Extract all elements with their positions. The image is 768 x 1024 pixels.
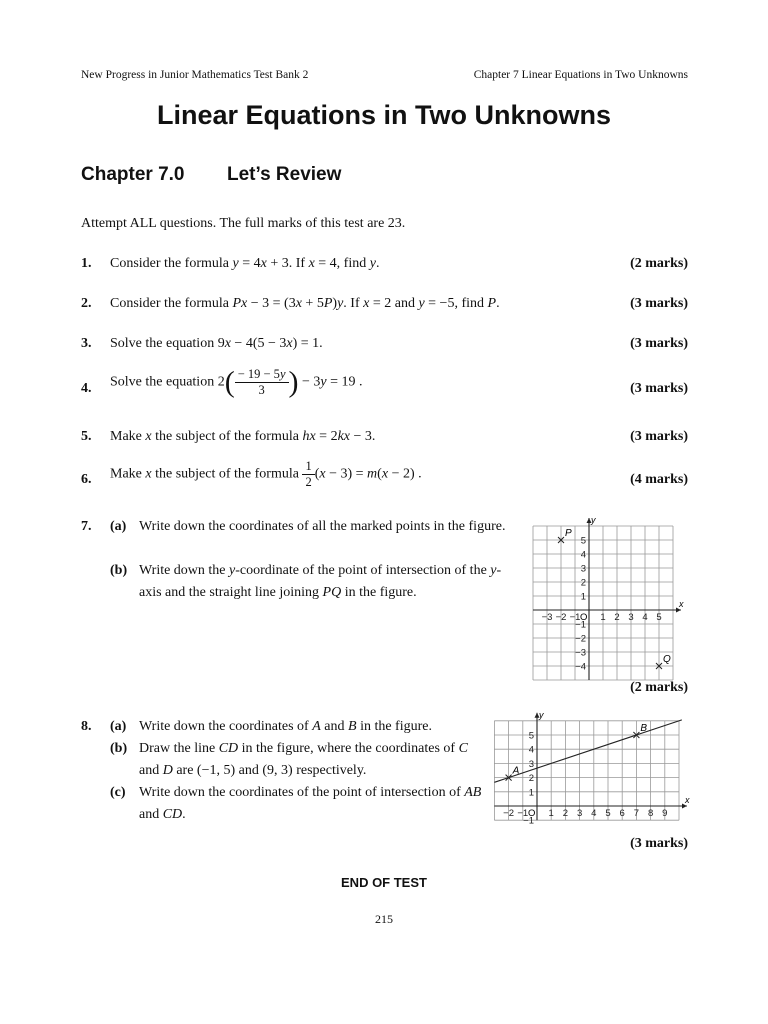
question-number: 2. [81,296,92,311]
grid [494,721,679,820]
marks-label: (3 marks) [630,381,688,396]
y-tick-label: 5 [580,535,586,547]
origin-label: O [528,808,536,819]
y-tick-label: 4 [580,549,586,561]
x-tick-label: −1 [569,612,581,623]
x-tick-label: 5 [656,612,662,623]
part-label: (a) [110,719,127,734]
running-header-left: New Progress in Junior Mathematics Test Bank 2 [81,69,309,81]
x-axis-label: x [679,599,684,609]
x-tick-label: −3 [541,612,553,623]
point-label: P [565,528,572,539]
x-tick-label: −2 [503,808,515,819]
question-number: 1. [81,256,92,271]
marks-label: (4 marks) [630,472,688,487]
x-tick-label: 9 [662,808,668,819]
page-title: Linear Equations in Two Unknowns [156,100,612,130]
running-header-right: Chapter 7 Linear Equations in Two Unknowns [473,69,688,81]
x-tick-label: 6 [619,808,625,819]
y-tick-label: 4 [528,744,534,756]
y-tick-label: 1 [580,591,586,603]
axes [494,713,687,820]
graph-question-8 [490,709,690,838]
y-tick-label: −1 [575,619,586,631]
marks-label: (3 marks) [630,836,688,851]
part-label: (b) [110,563,128,578]
x-tick-label: 7 [633,808,640,819]
question-text: Solve the equation 2( $\frac{- 19 - 5y}{3}$ ) − 3y = 19 . [110,365,363,399]
x-tick-label: 2 [614,612,620,623]
grid [533,526,673,680]
question-number: 5. [81,429,92,444]
y-tick-label: −1 [523,815,534,827]
point-label: Q [663,654,671,665]
x-tick-label: 1 [600,612,606,623]
end-of-test: END OF TEST [341,875,427,890]
x-tick-label: −1 [517,808,529,819]
y-tick-label: −3 [575,647,586,659]
y-tick-label: 2 [528,773,534,785]
x-tick-label: 3 [576,808,583,819]
marks-label: (3 marks) [630,429,688,444]
question-number: 7. [81,519,92,534]
part-label: (b) [110,741,128,756]
question-text: Solve the equation 9x − 4(5 − 3x) = 1. [110,336,323,351]
x-tick-label: 3 [628,612,634,623]
x-axis-label: x [685,795,690,805]
question-text: Make x the subject of the formula $\frac{1}{2}$ (x − 3) = m(x − 2) . [110,459,422,489]
y-axis-label: y [591,515,596,525]
part-label: (c) [110,785,126,800]
question-number: 4. [81,381,92,396]
x-tick-label: 5 [605,808,611,819]
y-tick-label: 1 [528,787,534,799]
part-text: Write down the y-coordinate of the point of intersection of the y-axis and the straight line joining PQ in the figure. [139,563,502,600]
x-tick-label: 4 [642,612,648,623]
marks-label: (3 marks) [630,296,688,311]
y-tick-label: 3 [580,563,586,575]
marks-label: (2 marks) [630,680,688,695]
question-number: 6. [81,472,92,487]
part-text: Write down the coordinates of the point of intersection of AB and CD. [139,785,482,822]
question-number: 8. [81,719,92,734]
marks-label: (3 marks) [630,336,688,351]
y-tick-label: −2 [575,633,586,645]
y-axis-label: y [539,709,544,720]
origin-label: O [580,612,588,623]
y-tick-label: 2 [580,577,586,589]
tick-labels [503,710,690,827]
part-text: Write down the coordinates of A and B in the figure. [139,719,432,734]
chapter-number: Chapter 7.0 [81,164,185,185]
x-tick-label: 8 [647,808,654,819]
point-label: A [512,765,520,777]
marks-label: (2 marks) [630,256,688,271]
x-tick-label: 4 [591,808,597,819]
y-tick-label: 5 [528,730,534,742]
question-text: Make x the subject of the formula hx = 2kx − 3. [110,429,376,444]
x-tick-label: 2 [562,808,569,819]
chapter-heading [81,164,341,186]
x-tick-label: 1 [548,808,554,819]
y-tick-label: −4 [575,661,586,673]
point-label: B [640,723,648,734]
y-tick-label: 3 [528,758,534,770]
instructions: Attempt ALL questions. The full marks of this test are 23. [81,216,406,231]
part-text: Draw the line CD in the figure, where the coordinates of C and D are (−1, 5) and (9, 3) respectively. [139,741,468,778]
chapter-name: Let’s Review [227,164,342,185]
question-text: Consider the formula Px − 3 = (3x + 5P)y. If x = 2 and y = −5, find P. [110,296,500,311]
page-number: 215 [375,912,393,926]
part-label: (a) [110,519,127,534]
x-tick-label: −2 [555,612,567,623]
question-text: Consider the formula y = 4x + 3. If x = 4, find y. [110,256,380,271]
part-text: Write down the coordinates of all the marked points in the figure. [139,519,506,534]
graph-question-7 [534,515,686,680]
question-number: 3. [81,336,92,351]
